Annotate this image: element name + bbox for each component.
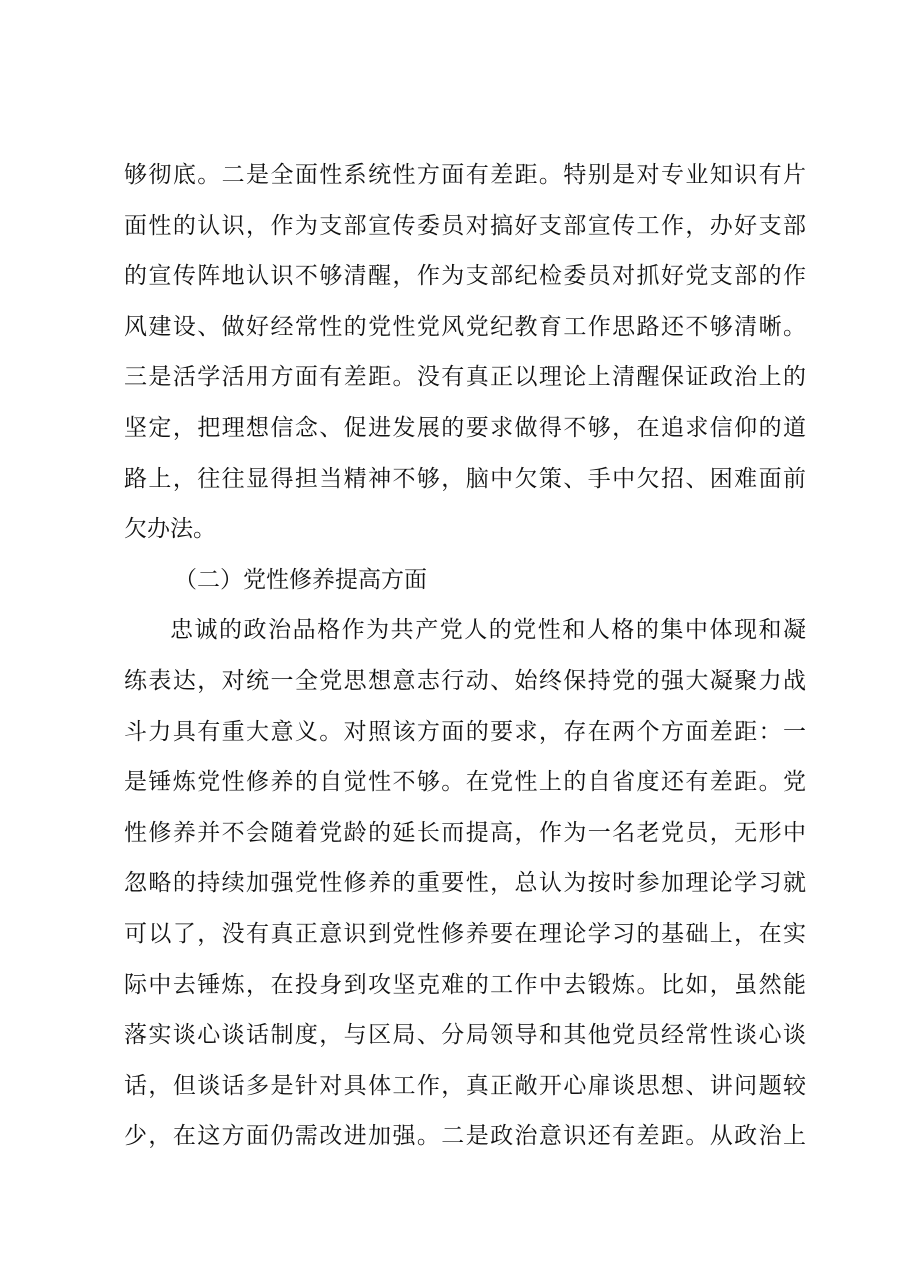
document-body: [124, 150, 806, 1162]
text-line: 练表达，对统一全党思想意志行动、始终保持党的强大凝聚力战: [124, 667, 806, 694]
text-line: 坚定，把理想信念、促进发展的要求做得不够，在追求信仰的道: [124, 414, 806, 441]
text-line: 落实谈心谈话制度，与区局、分局领导和其他党员经常性谈心谈: [124, 1022, 806, 1049]
text-line: 性修养并不会随着党龄的延长而提高，作为一名老党员，无形中: [124, 819, 806, 846]
text-line: 的宣传阵地认识不够清醒，作为支部纪检委员对抓好党支部的作: [124, 263, 806, 290]
text-line: 三是活学活用方面有差距。没有真正以理论上清醒保证政治上的: [124, 364, 806, 391]
text-line: 少，在这方面仍需改进加强。二是政治意识还有差距。从政治上: [124, 1123, 806, 1150]
text-line: 欠办法。: [124, 516, 216, 543]
text-line: 路上，往往显得担当精神不够，脑中欠策、手中欠招、困难面前: [124, 465, 806, 492]
text-line: 是锤炼党性修养的自觉性不够。在党性上的自省度还有差距。党: [124, 769, 806, 796]
text-line: 风建设、做好经常性的党性党风党纪教育工作思路还不够清晰。: [124, 313, 806, 340]
paragraph-1: [124, 150, 806, 555]
section-heading: （二）党性修养提高方面: [174, 566, 427, 593]
text-line: 面性的认识，作为支部宣传委员对搞好支部宣传工作，办好支部: [124, 212, 806, 239]
text-line: 忽略的持续加强党性修养的重要性，总认为按时参加理论学习就: [124, 870, 806, 897]
text-line: 忠诚的政治品格作为共产党人的党性和人格的集中体现和凝: [170, 617, 806, 644]
text-line: 际中去锤炼，在投身到攻坚克难的工作中去锻炼。比如，虽然能: [124, 971, 806, 998]
text-line: 够彻底。二是全面性系统性方面有差距。特别是对专业知识有片: [124, 162, 806, 188]
text-line: 可以了，没有真正意识到党性修养要在理论学习的基础上，在实: [124, 920, 806, 947]
text-line: 斗力具有重大意义。对照该方面的要求，存在两个方面差距：一: [124, 718, 806, 745]
paragraph-2: [124, 605, 806, 1162]
text-line: 话，但谈话多是针对具体工作，真正敞开心扉谈思想、讲问题较: [124, 1072, 806, 1099]
